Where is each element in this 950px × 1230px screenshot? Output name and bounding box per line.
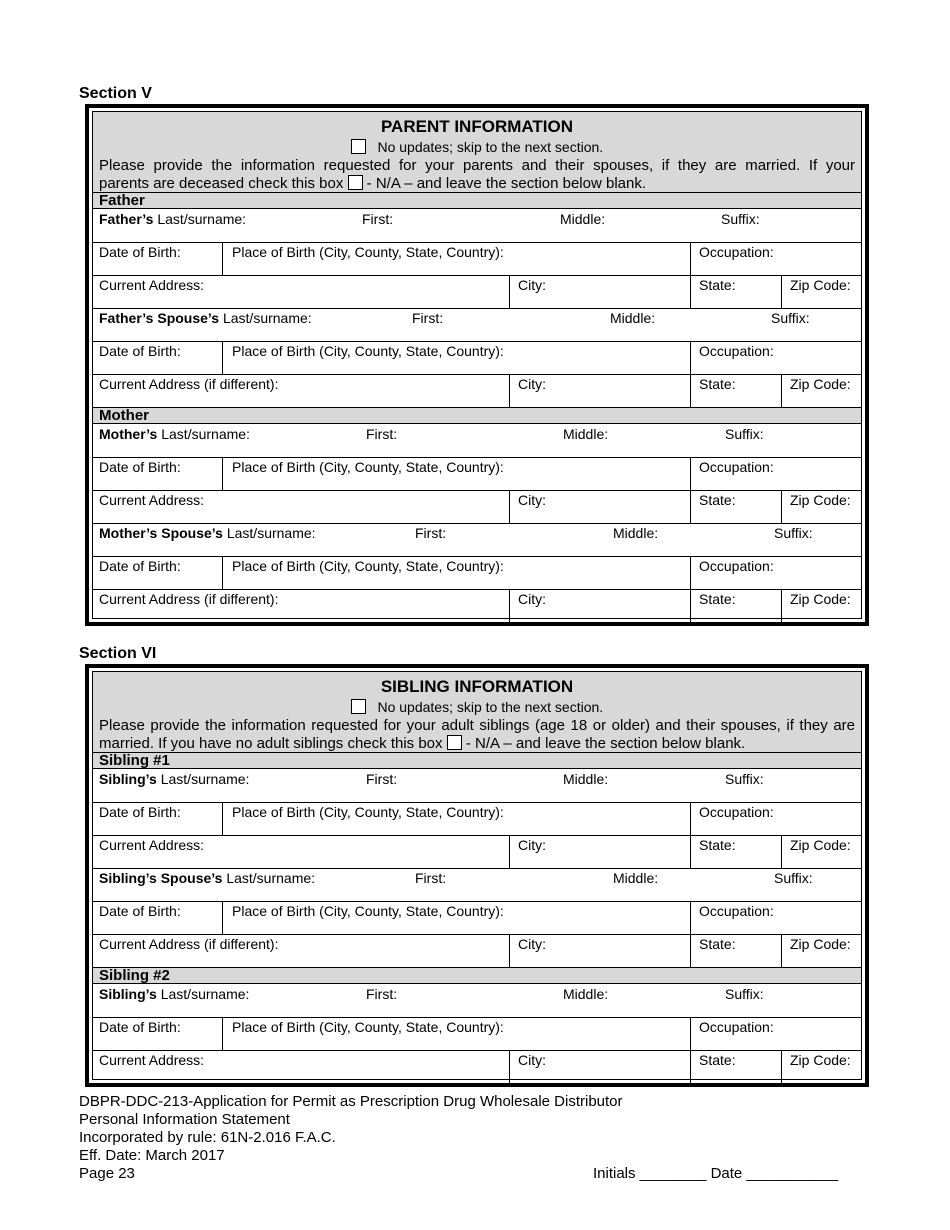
mother-address-row[interactable]: Current Address: City: State: Zip Code: [93,490,861,524]
father-address-row[interactable]: Current Address: City: State: Zip Code: [93,275,861,309]
parent-instructions-line1: Please provide the information requested for your parents and their spouses, if they are married. If your [99,157,855,174]
sibling1-name-row[interactable]: Sibling’s Last/surname: First: Middle: Suffix: [93,769,861,803]
sibling-instructions-line2: married. If you have no adult siblings check this box - N/A – and leave the section below blank. [99,735,746,752]
sibling1-spouse-birth-row[interactable]: Date of Birth: Place of Birth (City, County, State, Country): Occupation: [93,901,861,935]
sibling1-birth-row[interactable]: Date of Birth: Place of Birth (City, County, State, Country): Occupation: [93,802,861,836]
father-subheader: Father [93,192,861,209]
mother-birth-row[interactable]: Date of Birth: Place of Birth (City, County, State, Country): Occupation: [93,457,861,491]
no-updates-checkbox[interactable] [351,699,366,714]
mother-subheader: Mother [93,407,861,424]
footer-eff-date: Eff. Date: March 2017 [79,1147,225,1164]
footer-statement: Personal Information Statement [79,1111,290,1128]
parent-instructions-line2: parents are deceased check this box - N/A – and leave the section below blank. [99,175,647,192]
sibling2-name-row[interactable]: Sibling’s Last/surname: First: Middle: Suffix: [93,984,861,1018]
sibling1-spouse-address-row[interactable]: Current Address (if different): City: State: Zip Code: [93,934,861,967]
parent-info-title: PARENT INFORMATION [380,117,574,136]
sibling2-address-row[interactable]: Current Address: City: State: Zip Code: [93,1050,861,1083]
no-updates-checkbox[interactable] [351,139,366,154]
parent-no-updates: No updates; skip to the next section. [93,139,861,155]
section-vi-title: Section VI [79,645,157,662]
footer-form-title: DBPR-DDC-213-Application for Permit as Prescription Drug Wholesale Distributor [79,1093,623,1110]
father-spouse-address-row[interactable]: Current Address (if different): City: State: Zip Code: [93,374,861,407]
father-spouse-birth-row[interactable]: Date of Birth: Place of Birth (City, County, State, Country): Occupation: [93,341,861,375]
father-spouse-name-row[interactable]: Father’s Spouse’s Last/surname: First: Middle: Suffix: [93,308,861,342]
sibling2-subheader: Sibling #2 [93,967,861,984]
initials-date-line[interactable]: Initials ________ Date ___________ [593,1165,839,1182]
sibling-info-title: SIBLING INFORMATION [380,677,574,696]
section-v-title: Section V [79,85,152,102]
father-name-row[interactable]: Father’s Last/surname: First: Middle: Suffix: [93,209,861,243]
sibling1-subheader: Sibling #1 [93,752,861,769]
sibling2-birth-row[interactable]: Date of Birth: Place of Birth (City, County, State, Country): Occupation: [93,1017,861,1051]
no-siblings-checkbox[interactable] [447,735,462,750]
mother-spouse-birth-row[interactable]: Date of Birth: Place of Birth (City, County, State, Country): Occupation: [93,556,861,590]
father-birth-row[interactable]: Date of Birth: Place of Birth (City, County, State, Country): Occupation: [93,242,861,276]
footer-page-number: Page 23 [79,1165,135,1182]
parents-deceased-checkbox[interactable] [348,175,363,190]
parent-info-header [93,112,861,193]
sibling-instructions-line1: Please provide the information requested for your adult siblings (age 18 or older) and their spouses, if they are [99,717,855,734]
sibling1-address-row[interactable]: Current Address: City: State: Zip Code: [93,835,861,869]
footer-rule: Incorporated by rule: 61N-2.016 F.A.C. [79,1129,336,1146]
sibling1-spouse-name-row[interactable]: Sibling’s Spouse’s Last/surname: First: Middle: Suffix: [93,868,861,902]
document-footer [79,1093,623,1183]
mother-spouse-address-row[interactable]: Current Address (if different): City: State: Zip Code: [93,589,861,622]
sibling-information-box [85,664,869,1087]
parent-information-box [85,104,869,626]
sibling-no-updates: No updates; skip to the next section. [93,699,861,715]
mother-name-row[interactable]: Mother’s Last/surname: First: Middle: Suffix: [93,424,861,458]
sibling-info-header [93,672,861,753]
mother-spouse-name-row[interactable]: Mother’s Spouse’s Last/surname: First: Middle: Suffix: [93,523,861,557]
